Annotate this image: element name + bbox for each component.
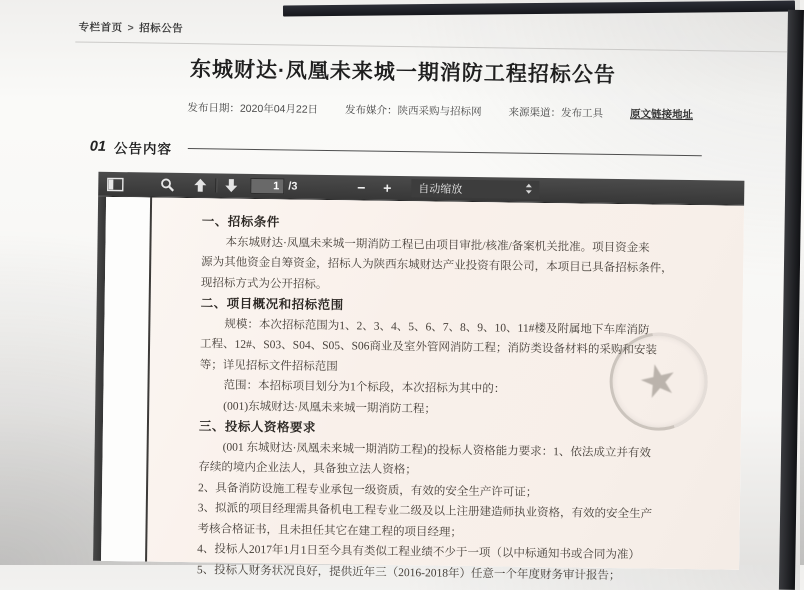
pdf-text-line: 4、投标人2017年1月1日至今具有类似工程业绩不少于一项（以中标通知书或合同为准） [197,543,641,562]
toolbar-separator [215,178,216,192]
breadcrumb-separator: > [127,22,135,35]
page-up-icon[interactable] [190,175,210,196]
pdf-text-line: 范围：本招标项目划分为1个标段，本次招标为其中的： [223,379,506,396]
pdf-text-line: 规模：本次招标范围为1、2、3、4、5、6、7、8、9、10、11#楼及附属地下车库消防 [224,318,650,336]
page-number-input[interactable] [250,178,284,194]
meta-publish-medium-value: 陕西采购与招标网 [397,104,482,119]
meta-source-channel-label: 来源渠道： [508,106,562,120]
meta-publish-date [187,100,318,117]
meta-source-channel-value: 发布工具 [560,107,604,120]
pdf-heading-line: 一、招标条件 [201,214,280,230]
pdf-page [145,198,744,582]
zoom-scale-select[interactable] [411,179,539,199]
meta-publish-date-value: 2020年04月22日 [239,102,319,116]
zoom-scale-value: 自动缩放 [418,183,463,196]
page-down-icon[interactable] [221,175,241,196]
pdf-text-line: 3、拟派的项目经理需具备机电工程专业二级及以上注册建造师执业资格，有效的安全生产 [197,502,653,521]
section-divider-line [188,148,702,156]
search-icon[interactable] [157,174,177,195]
pdf-heading-line: 三、投标人资格要求 [198,419,317,435]
toolbar-trailing-space [539,190,744,193]
pdf-text-line: 考核合格证书，且未担任其它在建工程的项目经理； [197,522,463,539]
article-meta [187,100,767,123]
pdf-text-line: 2、具备消防设施工程专业承包一级资质，有效的安全生产许可证； [197,481,538,499]
pdf-text-line: 源为其他资金自筹资金，招标人为陕西东城财达产业投资有限公司，本项目已具备招标条件， [201,256,673,275]
viewer-gutter [101,197,150,562]
stamp-star-icon: ★ [633,352,684,410]
section-number: 01 [89,138,107,155]
pdf-heading-line: 二、项目概况和招标范围 [200,296,344,313]
pdf-scroll-area[interactable] [93,197,744,582]
pdf-text-line: 现招标方式为公开招标。 [200,276,328,291]
pdf-text-line: 存续的境内企业法人，具备独立法人资格； [198,461,417,477]
sidebar-toggle-icon[interactable] [105,173,125,194]
pdf-text-line: (001)东城财达·凤凰未来城一期消防工程； [223,400,437,416]
meta-source-channel [508,105,603,121]
zoom-out-button[interactable]: − [357,179,366,196]
pdf-text-line: 工程、12#、S03、S04、S05、S06商业及室外管网消防工程；消防类设备材料的采购和安装 [200,338,657,357]
pdf-text-line: 本东城财达·凤凰未来城一期消防工程已由项目审批/核准/备案机关批准。项目资金来 [225,236,650,254]
meta-publish-medium-label: 发布媒介： [345,104,398,117]
original-link[interactable]: 原文链接地址 [629,108,694,122]
page-title: 东城财达·凤凰未来城一期消防工程招标公告 [189,58,617,87]
pdf-text-line: 等；详见招标文件招标范围 [199,358,338,373]
pdf-text-line: 5、投标人财务状况良好，提供近年三（2016-2018年）任意一个年度财务审计报告； [196,563,621,582]
toolbar-spacer [297,187,351,188]
section-title: 公告内容 [113,140,173,157]
meta-publish-date-label: 发布日期： [187,102,240,115]
zoom-in-button[interactable]: + [383,179,392,196]
chevron-updown-icon [525,183,532,196]
section-header [90,137,750,166]
breadcrumb-divider [75,41,787,52]
breadcrumb-home[interactable]: 专栏首页 [78,21,123,35]
page-count-label: /3 [288,180,298,193]
breadcrumb-current[interactable]: 招标公告 [139,22,184,35]
pdf-text-line: (001 东城财达·凤凰未来城一期消防工程)的投标人资格能力要求：1、依法成立并有效 [222,441,652,460]
meta-publish-medium [345,102,482,119]
breadcrumb [78,19,183,35]
pdf-viewer [93,172,744,582]
